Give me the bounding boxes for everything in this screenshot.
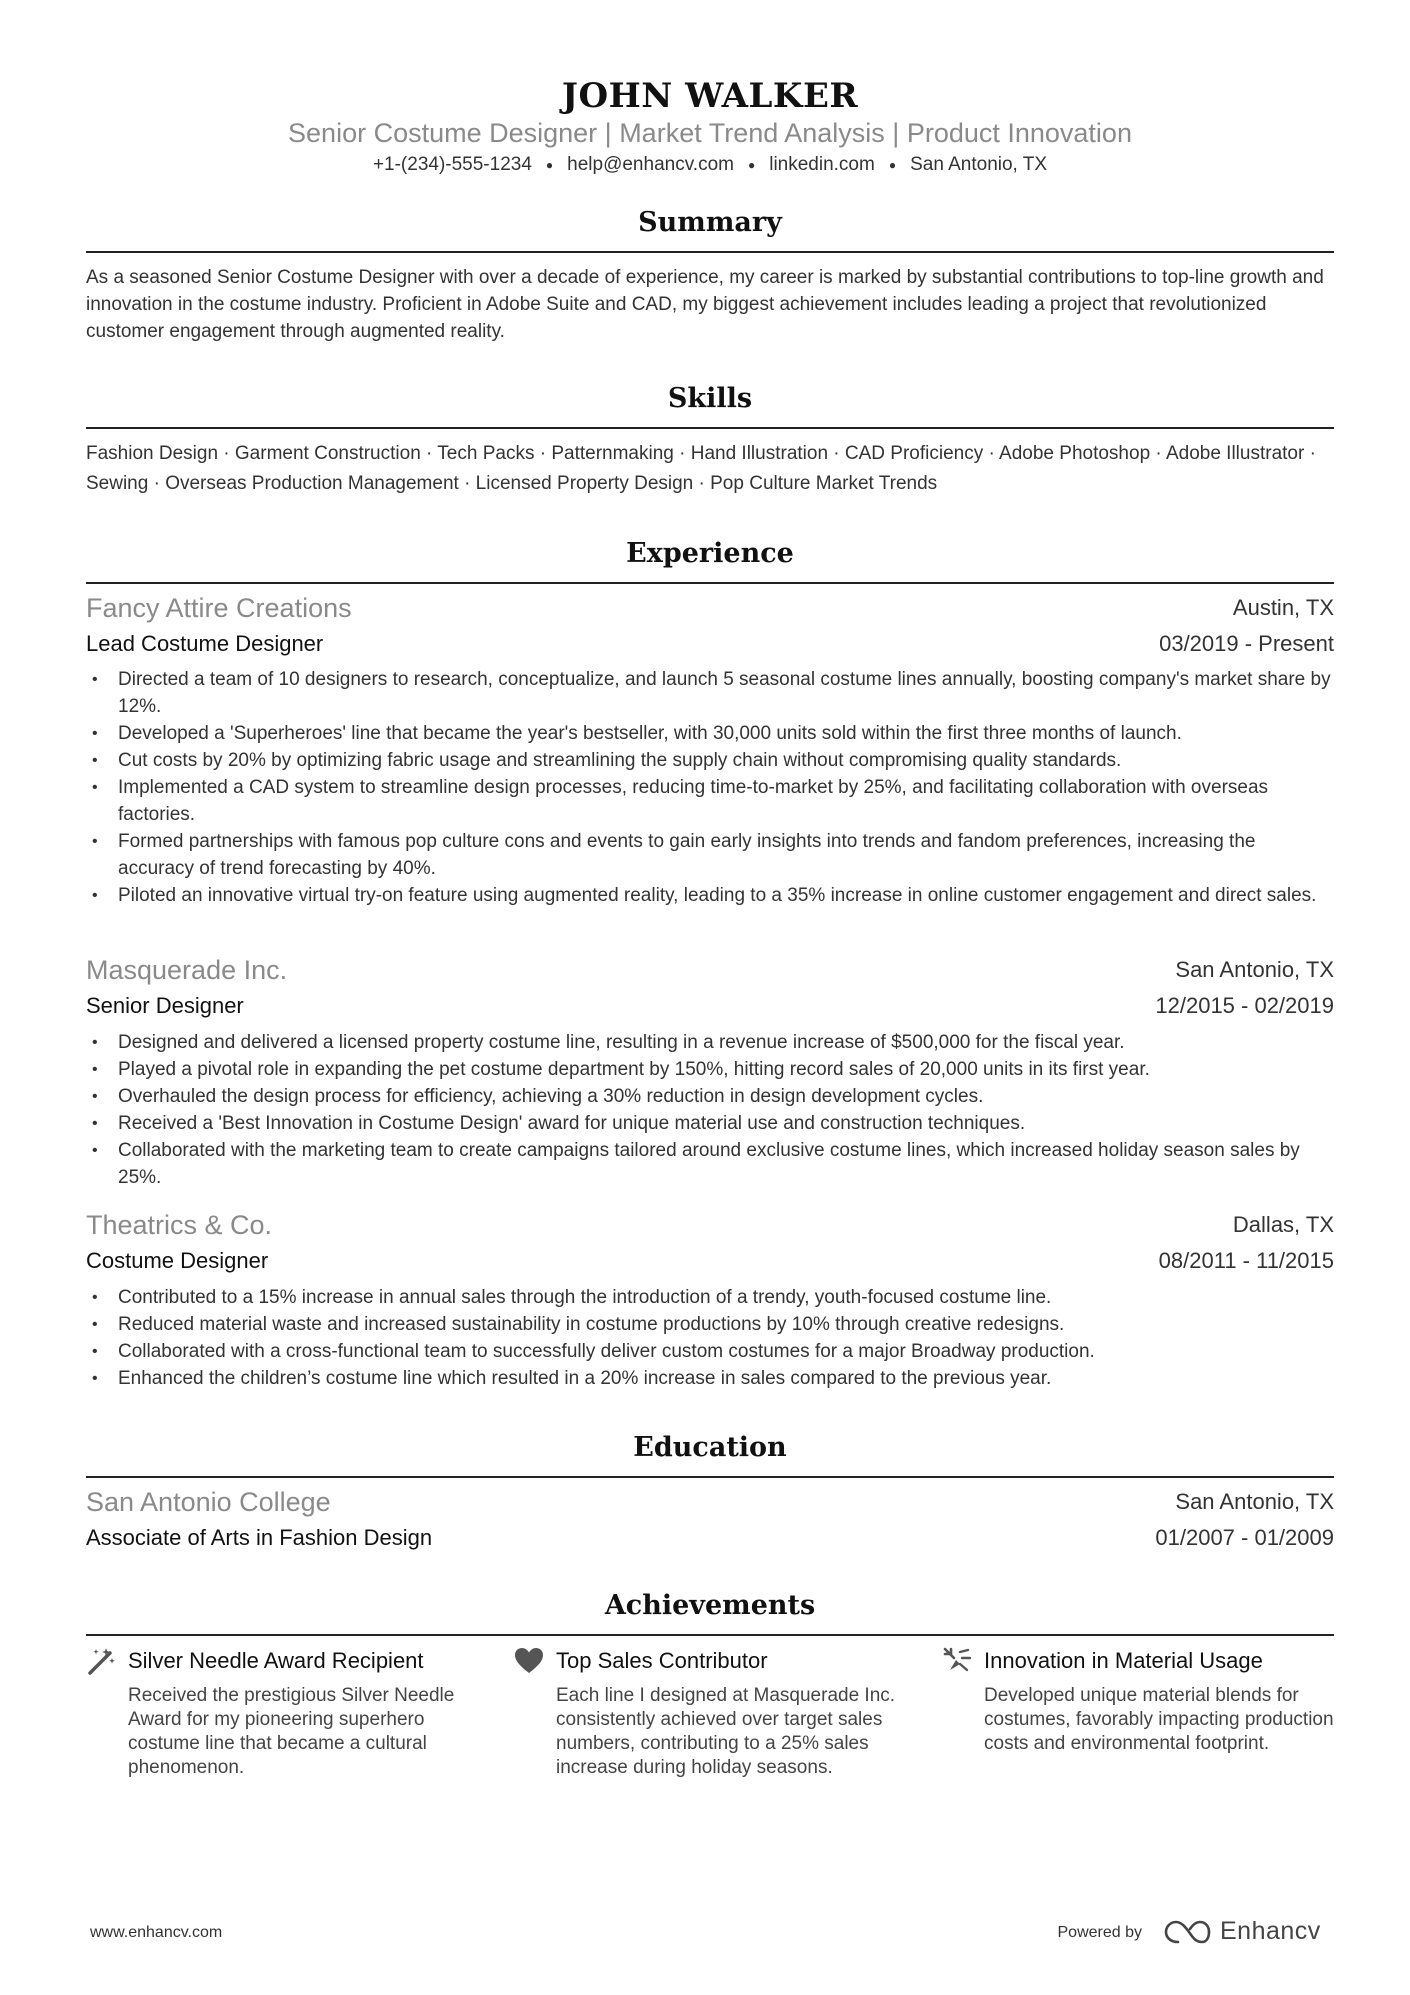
separator-dot: ● [545, 157, 554, 172]
resume-page [86, 0, 1334, 1995]
experience-heading: Experience [626, 538, 794, 569]
list-item: • Formed partnerships with famous pop culture cons and events to gain early insights into trends and fandom preferences, increasing the accuracy of trend forecasting by 40%. [86, 828, 1334, 882]
achievements-heading: Achievements [604, 1590, 816, 1621]
list-item: • Piloted an innovative virtual try-on feature using augmented reality, leading to a 35% increase in online customer engagement and direct sales. [86, 882, 1334, 909]
list-item: • Played a pivotal role in expanding the pet costume department by 150%, hitting record sales of 20,000 units in its first year. [86, 1056, 1334, 1083]
list-item: • Cut costs by 20% by optimizing fabric usage and streamlining the supply chain without compromising quality standards. [86, 747, 1334, 774]
experience-divider [86, 582, 1334, 584]
job-bullets [86, 1284, 1334, 1392]
list-item: • Collaborated with the marketing team to create campaigns tailored around exclusive costume lines, which increased holiday season sales by 25%. [86, 1137, 1334, 1191]
innovation-icon [942, 1646, 972, 1676]
list-item: • Contributed to a 15% increase in annual sales through the introduction of a trendy, youth-focused costume line. [86, 1284, 1334, 1311]
summary-heading: Summary [638, 207, 782, 238]
list-item: • Received a 'Best Innovation in Costume Design' award for unique material use and construction techniques. [86, 1110, 1334, 1137]
job-role: Lead Costume Designer [86, 631, 324, 656]
achievement-desc: Developed unique material blends for costumes, favorably impacting production costs and environmental footprint. [984, 1685, 1334, 1754]
list-item: • Designed and delivered a licensed property costume line, resulting in a revenue increase of $500,000 for the fiscal year. [86, 1029, 1334, 1056]
skills-heading: Skills [667, 383, 753, 414]
job-location: San Antonio, TX [1175, 957, 1334, 982]
magic-wand-icon [86, 1646, 116, 1676]
list-item: • Overhauled the design process for efficiency, achieving a 30% reduction in design development cycles. [86, 1083, 1334, 1110]
job-dates: 12/2015 - 02/2019 [1155, 993, 1334, 1018]
job-company: Fancy Attire Creations [86, 593, 352, 623]
job-role: Costume Designer [86, 1248, 269, 1273]
education-location: San Antonio, TX [1175, 1489, 1334, 1514]
phone: +1-(234)-555-1234 [372, 154, 532, 175]
job-location: Dallas, TX [1232, 1212, 1334, 1237]
skills-list: Fashion Design · Garment Construction · Tech Packs · Patternmaking · Hand Illustration · CAD Proficiency · Adobe Photoshop · Adobe Illustrator · Sewing · Overseas Production Management · Licensed Property Design · Pop Culture Market Trends [86, 443, 1316, 494]
separator-dot: ● [747, 157, 756, 172]
achievement-desc: Each line I designed at Masquerade Inc. consistently achieved over target sales numbers, contributing to a 25% sales increase during holiday seasons. [556, 1685, 896, 1778]
list-item: • Collaborated with a cross-functional team to successfully deliver custom costumes for a major Broadway production. [86, 1338, 1334, 1365]
job-bullets [86, 666, 1334, 909]
summary-text: As a seasoned Senior Costume Designer with over a decade of experience, my career is marked by substantial contributions to top-line growth and innovation in the costume industry. Proficient in Adobe Suite and CAD, my biggest achievement includes leading a project that revolutionized customer engagement through augmented reality. [86, 267, 1324, 342]
footer-website[interactable]: www.enhancv.com [90, 1924, 223, 1941]
job-company: Theatrics & Co. [86, 1210, 273, 1240]
list-item: • Enhanced the children’s costume line which resulted in a 20% increase in sales compared to the previous year. [86, 1365, 1334, 1392]
summary-divider [86, 251, 1334, 253]
achievement-title: Silver Needle Award Recipient [128, 1648, 424, 1673]
job-bullets [86, 1029, 1334, 1191]
list-item: • Developed a 'Superheroes' line that became the year's bestseller, with 30,000 units sold within the first three months of launch. [86, 720, 1334, 747]
location: San Antonio, TX [910, 154, 1048, 175]
achievement-title: Innovation in Material Usage [984, 1648, 1263, 1673]
candidate-name: JOHN WALKER [561, 76, 859, 116]
separator-dot: ● [888, 157, 897, 172]
powered-by-label: Powered by [1057, 1924, 1142, 1941]
enhancv-logo-text: Enhancv [1220, 1917, 1321, 1945]
job-dates: 08/2011 - 11/2015 [1158, 1248, 1334, 1273]
email[interactable]: help@enhancv.com [567, 154, 734, 175]
achievements-divider [86, 1634, 1334, 1636]
enhancv-logo[interactable] [1162, 1916, 1322, 1948]
linkedin[interactable]: linkedin.com [769, 154, 875, 175]
candidate-headline: Senior Costume Designer | Market Trend Analysis | Product Innovation [288, 118, 1132, 148]
heart-icon [514, 1646, 544, 1676]
achievement-title: Top Sales Contributor [556, 1648, 768, 1673]
education-dates: 01/2007 - 01/2009 [1155, 1525, 1334, 1550]
job-location: Austin, TX [1232, 595, 1334, 620]
education-degree: Associate of Arts in Fashion Design [86, 1525, 433, 1550]
enhancv-logo-icon [1162, 1916, 1212, 1948]
education-school: San Antonio College [86, 1487, 331, 1517]
list-item: • Reduced material waste and increased sustainability in costume productions by 10% through creative redesigns. [86, 1311, 1334, 1338]
list-item: • Implemented a CAD system to streamline design processes, reducing time-to-market by 25%, and facilitating collaboration with overseas factories. [86, 774, 1334, 828]
education-divider [86, 1476, 1334, 1478]
job-dates: 03/2019 - Present [1159, 631, 1334, 656]
list-item: • Directed a team of 10 designers to research, conceptualize, and launch 5 seasonal costume lines annually, boosting company's market share by 12%. [86, 666, 1334, 720]
job-role: Senior Designer [86, 993, 244, 1018]
education-heading: Education [633, 1432, 787, 1463]
achievement-desc: Received the prestigious Silver Needle Award for my pioneering superhero costume line that became a cultural phenomenon. [128, 1685, 455, 1778]
skills-divider [86, 427, 1334, 429]
contact-line [86, 154, 1334, 176]
job-company: Masquerade Inc. [86, 955, 288, 985]
